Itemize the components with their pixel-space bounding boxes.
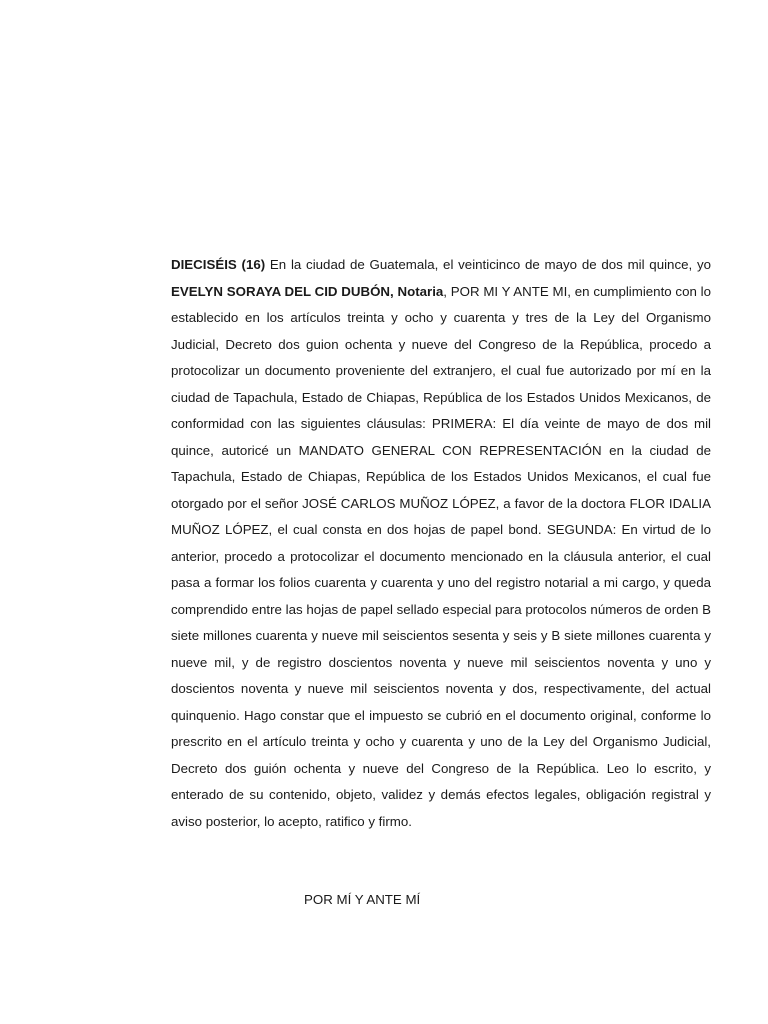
act-number: DIECISÉIS (16) <box>171 257 266 272</box>
deed-paragraph <box>171 252 711 835</box>
deed-intro: En la ciudad de Guatemala, el veinticinco de mayo de dos mil quince, yo <box>265 257 711 272</box>
signature-line: POR MÍ Y ANTE MÍ <box>304 892 421 907</box>
deed-body: , POR MI Y ANTE MI, en cumplimiento con lo establecido en los artículos treinta y ocho y cuarenta y tres de la Ley del Organismo Judicial, Decreto dos guion ochenta y nueve del Congreso de la República, procedo a protocolizar un documento proveniente del extranjero, el cual fue autorizado por mí en la ciudad de Tapachula, Estado de Chiapas, República de los Estados Unidos Mexicanos, de conformidad con las siguientes cláusulas: PRIMERA: El día veinte de mayo de dos mil quince, autoricé un MANDATO GENERAL CON REPRESENTACIÓN en la ciudad de Tapachula, Estado de Chiapas, República de los Estados Unidos Mexicanos, el cual fue otorgado por el señor JOSÉ CARLOS MUÑOZ LÓPEZ, a favor de la doctora FLOR IDALIA MUÑOZ LÓPEZ, el cual consta en dos hojas de papel bond. SEGUNDA: En virtud de lo anterior, procedo a protocolizar el documento mencionado en la cláusula anterior, el cual pasa a formar los folios cuarenta y cuarenta y uno del registro notarial a mi cargo, y queda comprendido entre las hojas de papel sellado especial para protocolos números de orden B siete millones cuarenta y nueve mil seiscientos sesenta y seis y B siete millones cuarenta y nueve mil, y de registro doscientos noventa y nueve mil seiscientos noventa y uno y doscientos noventa y nueve mil seiscientos noventa y dos, respectivamente, del actual quinquenio. Hago constar que el impuesto se cubrió en el documento original, conforme lo prescrito en el artículo treinta y ocho y cuarenta y uno de la Ley del Organismo Judicial, Decreto dos guión ochenta y nueve del Congreso de la República. Leo lo escrito, y enterado de su contenido, objeto, validez y demás efectos legales, obligación registral y aviso posterior, lo acepto, ratifico y firmo. <box>171 283 711 829</box>
notary-name: EVELYN SORAYA DEL CID DUBÓN, Notaria <box>171 283 444 299</box>
